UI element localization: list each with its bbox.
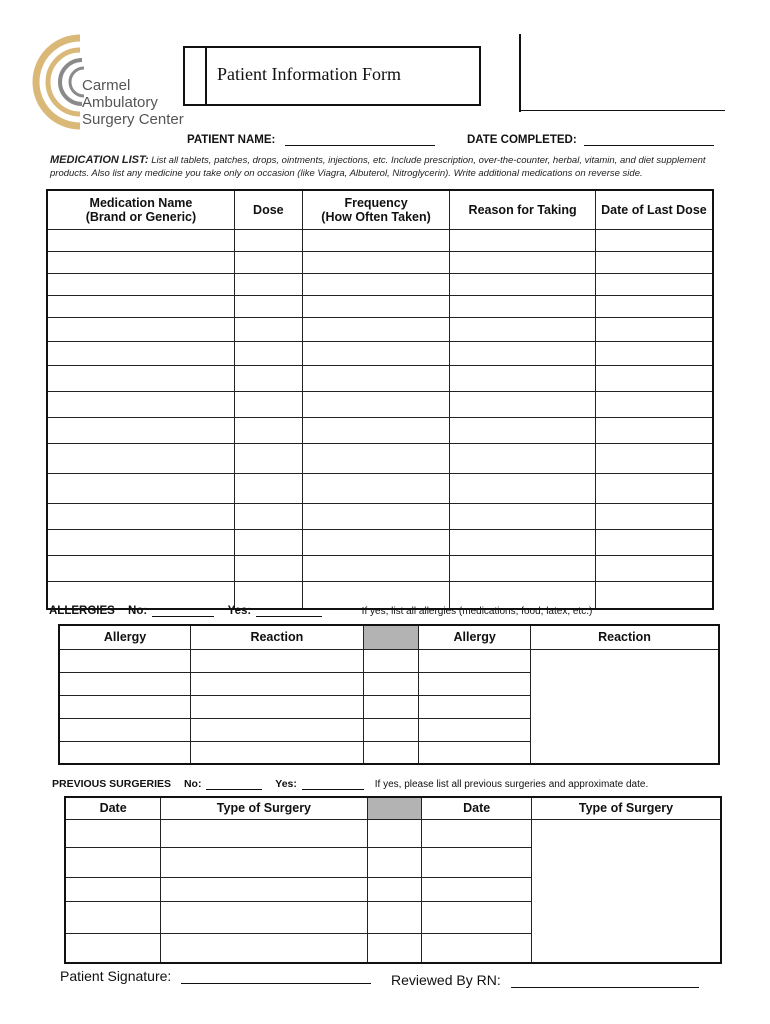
table-row bbox=[59, 649, 719, 672]
table-row bbox=[59, 741, 719, 764]
table-cell[interactable] bbox=[367, 819, 422, 847]
table-cell[interactable] bbox=[367, 933, 422, 963]
allergies-table bbox=[58, 624, 720, 765]
table-row bbox=[47, 473, 713, 503]
table-cell[interactable] bbox=[595, 503, 713, 529]
table-cell[interactable] bbox=[47, 251, 234, 273]
table-cell[interactable] bbox=[367, 901, 422, 933]
table-cell[interactable] bbox=[302, 317, 450, 341]
table-cell[interactable] bbox=[363, 741, 419, 764]
surgeries-row bbox=[52, 777, 732, 790]
table-cell[interactable] bbox=[302, 273, 450, 295]
allergies-label: ALLERGIES bbox=[49, 605, 115, 617]
table-cell[interactable] bbox=[191, 741, 363, 764]
col-dose: Dose bbox=[234, 190, 302, 229]
table-cell[interactable] bbox=[59, 741, 191, 764]
table-cell[interactable] bbox=[419, 649, 531, 672]
table-cell[interactable] bbox=[191, 672, 363, 695]
table-cell[interactable] bbox=[367, 877, 422, 901]
table-cell[interactable] bbox=[595, 391, 713, 417]
stamp-area-line-vertical bbox=[519, 34, 521, 112]
table-cell[interactable] bbox=[302, 251, 450, 273]
table-cell[interactable] bbox=[234, 251, 302, 273]
table-cell[interactable] bbox=[422, 933, 532, 963]
surgeries-yes-line[interactable] bbox=[302, 777, 364, 790]
table-row bbox=[47, 365, 713, 391]
table-cell[interactable] bbox=[65, 901, 161, 933]
table-cell[interactable] bbox=[302, 365, 450, 391]
table-cell[interactable] bbox=[595, 529, 713, 555]
table-row bbox=[47, 555, 713, 581]
table-cell[interactable] bbox=[595, 251, 713, 273]
table-cell[interactable] bbox=[47, 273, 234, 295]
table-cell[interactable] bbox=[161, 819, 367, 847]
table-cell[interactable] bbox=[47, 555, 234, 581]
allergies-row bbox=[49, 604, 729, 617]
col-reason: Reason for Taking bbox=[450, 190, 596, 229]
table-cell[interactable] bbox=[595, 273, 713, 295]
table-cell[interactable] bbox=[450, 229, 596, 251]
allergies-yes-label: Yes: bbox=[227, 605, 252, 617]
table-cell[interactable] bbox=[302, 417, 450, 443]
medication-instructions bbox=[50, 154, 730, 166]
medication-table bbox=[46, 189, 714, 610]
table-cell[interactable] bbox=[65, 877, 161, 901]
table-cell[interactable] bbox=[47, 473, 234, 503]
table-cell[interactable] bbox=[422, 877, 532, 901]
table-cell[interactable] bbox=[65, 847, 161, 877]
col-surgery-date-right: Date bbox=[422, 797, 532, 819]
table-row bbox=[47, 317, 713, 341]
table-cell[interactable] bbox=[234, 473, 302, 503]
table-cell[interactable] bbox=[302, 391, 450, 417]
table-cell[interactable] bbox=[234, 317, 302, 341]
col-surgery-type-right: Type of Surgery bbox=[532, 797, 721, 819]
table-cell[interactable] bbox=[234, 443, 302, 473]
table-cell[interactable] bbox=[595, 443, 713, 473]
col-last-dose: Date of Last Dose bbox=[595, 190, 713, 229]
table-cell[interactable] bbox=[47, 295, 234, 317]
table-cell[interactable] bbox=[363, 649, 419, 672]
table-row bbox=[47, 529, 713, 555]
table-cell[interactable] bbox=[302, 295, 450, 317]
table-cell[interactable] bbox=[363, 695, 419, 718]
table-cell[interactable] bbox=[234, 229, 302, 251]
table-cell[interactable] bbox=[367, 847, 422, 877]
patient-name-field[interactable] bbox=[187, 133, 435, 146]
surgeries-note: If yes, please list all previous surgeries and approximate date. bbox=[374, 779, 649, 790]
surgeries-table bbox=[64, 796, 722, 964]
table-cell[interactable] bbox=[595, 229, 713, 251]
allergies-note: If yes, list all allergies (medications, food, latex, etc.) bbox=[361, 606, 593, 617]
patient-signature-label: Patient Signature: bbox=[60, 968, 172, 984]
col-reaction-left: Reaction bbox=[191, 625, 363, 649]
table-cell[interactable] bbox=[47, 229, 234, 251]
patient-name-line[interactable] bbox=[285, 133, 435, 146]
table-row bbox=[59, 672, 719, 695]
medication-instructions-line2: products. Also list any medicine you take only on occasion (like Viagra, Albuterol, Nitroglycerin). Write additional medications on reverse side. bbox=[50, 168, 643, 179]
patient-name-label: PATIENT NAME: bbox=[187, 134, 276, 146]
surgeries-yes-label: Yes: bbox=[275, 778, 297, 790]
table-cell[interactable] bbox=[47, 443, 234, 473]
table-cell[interactable] bbox=[47, 391, 234, 417]
surgeries-label: PREVIOUS SURGERIES bbox=[52, 778, 172, 790]
table-cell[interactable] bbox=[450, 251, 596, 273]
table-cell[interactable] bbox=[450, 391, 596, 417]
col-frequency: Frequency (How Often Taken) bbox=[302, 190, 450, 229]
col-allergy-left: Allergy bbox=[59, 625, 191, 649]
col-medication-name: Medication Name (Brand or Generic) bbox=[47, 190, 234, 229]
table-row bbox=[59, 718, 719, 741]
table-cell[interactable] bbox=[191, 718, 363, 741]
allergies-no-line[interactable] bbox=[152, 604, 214, 617]
table-cell[interactable] bbox=[419, 672, 531, 695]
form-title-box bbox=[183, 46, 481, 106]
allergies-divider bbox=[363, 625, 419, 649]
table-cell[interactable] bbox=[450, 341, 596, 365]
table-row bbox=[65, 819, 721, 847]
table-cell[interactable] bbox=[422, 901, 532, 933]
allergies-no-label: No: bbox=[128, 605, 148, 617]
table-cell[interactable] bbox=[234, 341, 302, 365]
table-row bbox=[47, 229, 713, 251]
table-cell[interactable] bbox=[450, 555, 596, 581]
reviewed-by-line[interactable] bbox=[511, 973, 699, 988]
medication-list-label: MEDICATION LIST: bbox=[50, 154, 149, 166]
table-row bbox=[47, 251, 713, 273]
table-cell[interactable] bbox=[595, 473, 713, 503]
table-cell[interactable] bbox=[450, 443, 596, 473]
table-cell[interactable] bbox=[302, 473, 450, 503]
table-cell[interactable] bbox=[450, 295, 596, 317]
date-completed-line[interactable] bbox=[584, 133, 714, 146]
table-cell[interactable] bbox=[234, 555, 302, 581]
table-cell[interactable] bbox=[595, 417, 713, 443]
table-row bbox=[47, 295, 713, 317]
col-allergy-right: Allergy bbox=[419, 625, 531, 649]
table-cell[interactable] bbox=[595, 317, 713, 341]
col-surgery-type-left: Type of Surgery bbox=[161, 797, 367, 819]
table-cell[interactable] bbox=[450, 273, 596, 295]
patient-signature-line[interactable] bbox=[181, 969, 371, 984]
table-cell[interactable] bbox=[450, 473, 596, 503]
logo-name-line3: Surgery Center bbox=[82, 111, 184, 128]
col-reaction-right: Reaction bbox=[531, 625, 719, 649]
table-cell[interactable] bbox=[65, 819, 161, 847]
table-cell[interactable] bbox=[302, 341, 450, 365]
logo-name-line2: Ambulatory bbox=[82, 94, 158, 111]
table-cell[interactable] bbox=[47, 417, 234, 443]
table-cell[interactable] bbox=[450, 529, 596, 555]
table-cell[interactable] bbox=[47, 365, 234, 391]
table-cell[interactable] bbox=[191, 695, 363, 718]
table-cell[interactable] bbox=[422, 819, 532, 847]
table-cell[interactable] bbox=[419, 718, 531, 741]
logo bbox=[30, 34, 190, 130]
table-row bbox=[65, 847, 721, 877]
table-cell[interactable] bbox=[234, 365, 302, 391]
table-cell[interactable] bbox=[234, 503, 302, 529]
table-cell[interactable] bbox=[363, 672, 419, 695]
table-cell[interactable] bbox=[47, 529, 234, 555]
table-cell[interactable] bbox=[47, 503, 234, 529]
table-cell[interactable] bbox=[302, 555, 450, 581]
reviewed-by-label: Reviewed By RN: bbox=[391, 972, 501, 988]
table-cell[interactable] bbox=[419, 695, 531, 718]
table-row bbox=[65, 877, 721, 901]
table-cell[interactable] bbox=[595, 341, 713, 365]
table-cell[interactable] bbox=[595, 295, 713, 317]
table-cell[interactable] bbox=[450, 365, 596, 391]
table-cell[interactable] bbox=[302, 443, 450, 473]
surgeries-no-line[interactable] bbox=[206, 777, 262, 790]
table-cell[interactable] bbox=[363, 718, 419, 741]
table-cell[interactable] bbox=[302, 529, 450, 555]
table-cell[interactable] bbox=[161, 933, 367, 963]
table-cell[interactable] bbox=[234, 273, 302, 295]
table-cell[interactable] bbox=[234, 529, 302, 555]
table-cell[interactable] bbox=[59, 718, 191, 741]
table-cell[interactable] bbox=[65, 933, 161, 963]
col-surgery-date-left: Date bbox=[65, 797, 161, 819]
table-cell[interactable] bbox=[59, 649, 191, 672]
table-row bbox=[59, 695, 719, 718]
table-cell[interactable] bbox=[302, 229, 450, 251]
patient-signature-field[interactable] bbox=[60, 968, 371, 984]
allergies-yes-line[interactable] bbox=[256, 604, 322, 617]
table-cell[interactable] bbox=[234, 417, 302, 443]
stamp-area-line-horizontal bbox=[519, 110, 725, 111]
table-cell[interactable] bbox=[47, 341, 234, 365]
reviewed-by-field[interactable] bbox=[391, 972, 699, 988]
form-title: Patient Information Form bbox=[217, 64, 401, 84]
table-cell[interactable] bbox=[422, 847, 532, 877]
table-row bbox=[65, 901, 721, 933]
date-completed-label: DATE COMPLETED: bbox=[467, 134, 577, 146]
table-cell[interactable] bbox=[161, 901, 367, 933]
table-row bbox=[65, 933, 721, 963]
table-row bbox=[47, 443, 713, 473]
table-cell[interactable] bbox=[161, 877, 367, 901]
table-cell[interactable] bbox=[47, 317, 234, 341]
table-row bbox=[47, 417, 713, 443]
table-cell[interactable] bbox=[191, 649, 363, 672]
table-cell[interactable] bbox=[450, 417, 596, 443]
table-cell[interactable] bbox=[419, 741, 531, 764]
table-cell[interactable] bbox=[234, 391, 302, 417]
table-cell[interactable] bbox=[595, 555, 713, 581]
table-row bbox=[47, 503, 713, 529]
surgeries-no-label: No: bbox=[183, 778, 202, 790]
table-row bbox=[47, 273, 713, 295]
table-cell[interactable] bbox=[59, 672, 191, 695]
table-row bbox=[47, 391, 713, 417]
table-cell[interactable] bbox=[161, 847, 367, 877]
table-cell[interactable] bbox=[234, 295, 302, 317]
table-cell[interactable] bbox=[450, 503, 596, 529]
table-cell[interactable] bbox=[450, 317, 596, 341]
surgeries-divider bbox=[367, 797, 422, 819]
table-cell[interactable] bbox=[302, 503, 450, 529]
medication-instructions-line1: List all tablets, patches, drops, ointments, injections, etc. Include prescription, over-the-counter, herbal, vitamin, and diet supplement bbox=[151, 155, 706, 166]
logo-name-line1: Carmel bbox=[82, 77, 131, 94]
table-row bbox=[47, 341, 713, 365]
date-completed-field[interactable] bbox=[467, 133, 714, 146]
table-cell[interactable] bbox=[59, 695, 191, 718]
table-cell[interactable] bbox=[595, 365, 713, 391]
